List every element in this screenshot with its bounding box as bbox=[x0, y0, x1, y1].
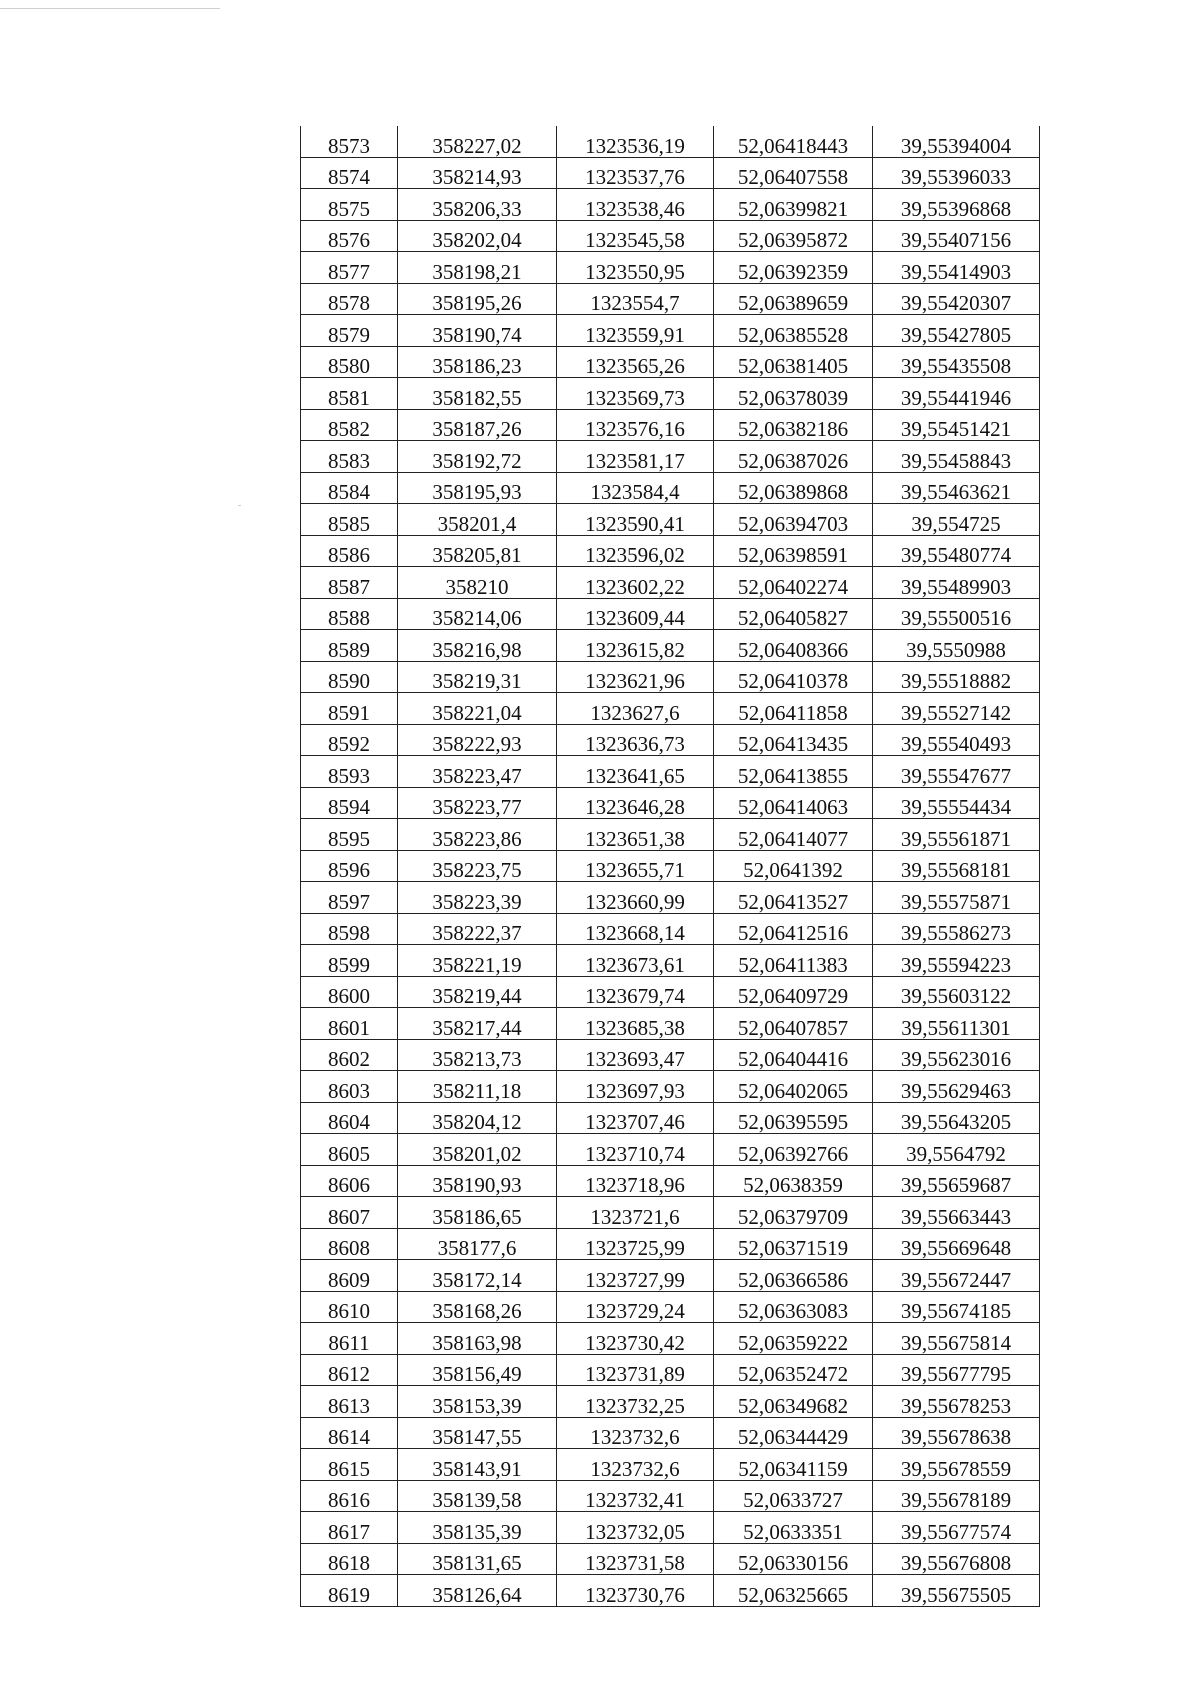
y-coordinate-cell: 1323729,24 bbox=[557, 1291, 714, 1323]
x-coordinate-cell: 358131,65 bbox=[398, 1543, 557, 1575]
x-coordinate-cell: 358213,73 bbox=[398, 1039, 557, 1071]
longitude-cell: 39,55554434 bbox=[873, 787, 1040, 819]
y-coordinate-cell: 1323731,89 bbox=[557, 1354, 714, 1386]
y-coordinate-cell: 1323646,28 bbox=[557, 787, 714, 819]
point-number-cell: 8596 bbox=[301, 850, 398, 882]
latitude-cell: 52,06330156 bbox=[714, 1543, 873, 1575]
table-row bbox=[301, 472, 1040, 504]
table-row bbox=[301, 1134, 1040, 1166]
table-row bbox=[301, 1197, 1040, 1229]
longitude-cell: 39,55594223 bbox=[873, 945, 1040, 977]
latitude-cell: 52,06418443 bbox=[714, 126, 873, 157]
x-coordinate-cell: 358177,6 bbox=[398, 1228, 557, 1260]
table-row bbox=[301, 630, 1040, 662]
table-row bbox=[301, 1386, 1040, 1418]
table-row bbox=[301, 1354, 1040, 1386]
latitude-cell: 52,0633727 bbox=[714, 1480, 873, 1512]
latitude-cell: 52,06359222 bbox=[714, 1323, 873, 1355]
y-coordinate-cell: 1323550,95 bbox=[557, 252, 714, 284]
point-number-cell: 8605 bbox=[301, 1134, 398, 1166]
x-coordinate-cell: 358195,26 bbox=[398, 283, 557, 315]
x-coordinate-cell: 358139,58 bbox=[398, 1480, 557, 1512]
y-coordinate-cell: 1323536,19 bbox=[557, 126, 714, 157]
y-coordinate-cell: 1323609,44 bbox=[557, 598, 714, 630]
table-row bbox=[301, 913, 1040, 945]
table-row bbox=[301, 126, 1040, 157]
longitude-cell: 39,554725 bbox=[873, 504, 1040, 536]
longitude-cell: 39,55527142 bbox=[873, 693, 1040, 725]
latitude-cell: 52,06413855 bbox=[714, 756, 873, 788]
y-coordinate-cell: 1323641,65 bbox=[557, 756, 714, 788]
point-number-cell: 8586 bbox=[301, 535, 398, 567]
longitude-cell: 39,55407156 bbox=[873, 220, 1040, 252]
table-row bbox=[301, 661, 1040, 693]
longitude-cell: 39,5564792 bbox=[873, 1134, 1040, 1166]
longitude-cell: 39,55676808 bbox=[873, 1543, 1040, 1575]
longitude-cell: 39,55575871 bbox=[873, 882, 1040, 914]
table-row bbox=[301, 1260, 1040, 1292]
table-row bbox=[301, 157, 1040, 189]
table-row bbox=[301, 882, 1040, 914]
x-coordinate-cell: 358221,19 bbox=[398, 945, 557, 977]
y-coordinate-cell: 1323660,99 bbox=[557, 882, 714, 914]
y-coordinate-cell: 1323710,74 bbox=[557, 1134, 714, 1166]
longitude-cell: 39,55568181 bbox=[873, 850, 1040, 882]
longitude-cell: 39,55540493 bbox=[873, 724, 1040, 756]
table-row bbox=[301, 189, 1040, 221]
latitude-cell: 52,06394703 bbox=[714, 504, 873, 536]
longitude-cell: 39,55669648 bbox=[873, 1228, 1040, 1260]
longitude-cell: 39,55675814 bbox=[873, 1323, 1040, 1355]
latitude-cell: 52,06413435 bbox=[714, 724, 873, 756]
x-coordinate-cell: 358222,93 bbox=[398, 724, 557, 756]
x-coordinate-cell: 358214,93 bbox=[398, 157, 557, 189]
point-number-cell: 8619 bbox=[301, 1575, 398, 1607]
point-number-cell: 8599 bbox=[301, 945, 398, 977]
y-coordinate-cell: 1323725,99 bbox=[557, 1228, 714, 1260]
latitude-cell: 52,06363083 bbox=[714, 1291, 873, 1323]
y-coordinate-cell: 1323636,73 bbox=[557, 724, 714, 756]
y-coordinate-cell: 1323732,05 bbox=[557, 1512, 714, 1544]
x-coordinate-cell: 358222,37 bbox=[398, 913, 557, 945]
point-number-cell: 8587 bbox=[301, 567, 398, 599]
table-row bbox=[301, 819, 1040, 851]
y-coordinate-cell: 1323559,91 bbox=[557, 315, 714, 347]
table-row bbox=[301, 1039, 1040, 1071]
y-coordinate-cell: 1323584,4 bbox=[557, 472, 714, 504]
x-coordinate-cell: 358217,44 bbox=[398, 1008, 557, 1040]
x-coordinate-cell: 358205,81 bbox=[398, 535, 557, 567]
latitude-cell: 52,06392359 bbox=[714, 252, 873, 284]
longitude-cell: 39,55420307 bbox=[873, 283, 1040, 315]
point-number-cell: 8601 bbox=[301, 1008, 398, 1040]
table-row bbox=[301, 1449, 1040, 1481]
latitude-cell: 52,06387026 bbox=[714, 441, 873, 473]
latitude-cell: 52,06412516 bbox=[714, 913, 873, 945]
point-number-cell: 8607 bbox=[301, 1197, 398, 1229]
x-coordinate-cell: 358214,06 bbox=[398, 598, 557, 630]
x-coordinate-cell: 358182,55 bbox=[398, 378, 557, 410]
table-row bbox=[301, 724, 1040, 756]
x-coordinate-cell: 358135,39 bbox=[398, 1512, 557, 1544]
latitude-cell: 52,06366586 bbox=[714, 1260, 873, 1292]
point-number-cell: 8612 bbox=[301, 1354, 398, 1386]
y-coordinate-cell: 1323673,61 bbox=[557, 945, 714, 977]
longitude-cell: 39,5550988 bbox=[873, 630, 1040, 662]
x-coordinate-cell: 358172,14 bbox=[398, 1260, 557, 1292]
longitude-cell: 39,55678638 bbox=[873, 1417, 1040, 1449]
longitude-cell: 39,55603122 bbox=[873, 976, 1040, 1008]
table-row bbox=[301, 378, 1040, 410]
y-coordinate-cell: 1323730,42 bbox=[557, 1323, 714, 1355]
x-coordinate-cell: 358126,64 bbox=[398, 1575, 557, 1607]
longitude-cell: 39,55678559 bbox=[873, 1449, 1040, 1481]
x-coordinate-cell: 358195,93 bbox=[398, 472, 557, 504]
table-row bbox=[301, 1512, 1040, 1544]
table-row bbox=[301, 945, 1040, 977]
x-coordinate-cell: 358204,12 bbox=[398, 1102, 557, 1134]
longitude-cell: 39,55678253 bbox=[873, 1386, 1040, 1418]
x-coordinate-cell: 358206,33 bbox=[398, 189, 557, 221]
point-number-cell: 8608 bbox=[301, 1228, 398, 1260]
longitude-cell: 39,55643205 bbox=[873, 1102, 1040, 1134]
longitude-cell: 39,55394004 bbox=[873, 126, 1040, 157]
latitude-cell: 52,06413527 bbox=[714, 882, 873, 914]
x-coordinate-cell: 358223,77 bbox=[398, 787, 557, 819]
longitude-cell: 39,55435508 bbox=[873, 346, 1040, 378]
longitude-cell: 39,55458843 bbox=[873, 441, 1040, 473]
y-coordinate-cell: 1323697,93 bbox=[557, 1071, 714, 1103]
y-coordinate-cell: 1323615,82 bbox=[557, 630, 714, 662]
longitude-cell: 39,55414903 bbox=[873, 252, 1040, 284]
point-number-cell: 8580 bbox=[301, 346, 398, 378]
latitude-cell: 52,0638359 bbox=[714, 1165, 873, 1197]
x-coordinate-cell: 358168,26 bbox=[398, 1291, 557, 1323]
latitude-cell: 52,06379709 bbox=[714, 1197, 873, 1229]
y-coordinate-cell: 1323581,17 bbox=[557, 441, 714, 473]
table-row bbox=[301, 1228, 1040, 1260]
latitude-cell: 52,0641392 bbox=[714, 850, 873, 882]
point-number-cell: 8573 bbox=[301, 126, 398, 157]
table-row bbox=[301, 535, 1040, 567]
point-number-cell: 8592 bbox=[301, 724, 398, 756]
point-number-cell: 8618 bbox=[301, 1543, 398, 1575]
x-coordinate-cell: 358187,26 bbox=[398, 409, 557, 441]
table-row bbox=[301, 1480, 1040, 1512]
latitude-cell: 52,06349682 bbox=[714, 1386, 873, 1418]
point-number-cell: 8606 bbox=[301, 1165, 398, 1197]
latitude-cell: 52,06395595 bbox=[714, 1102, 873, 1134]
x-coordinate-cell: 358192,72 bbox=[398, 441, 557, 473]
x-coordinate-cell: 358186,65 bbox=[398, 1197, 557, 1229]
table-row bbox=[301, 567, 1040, 599]
coordinates-table-body bbox=[301, 126, 1040, 1606]
point-number-cell: 8603 bbox=[301, 1071, 398, 1103]
table-row bbox=[301, 850, 1040, 882]
point-number-cell: 8579 bbox=[301, 315, 398, 347]
point-number-cell: 8578 bbox=[301, 283, 398, 315]
point-number-cell: 8594 bbox=[301, 787, 398, 819]
point-number-cell: 8584 bbox=[301, 472, 398, 504]
longitude-cell: 39,55629463 bbox=[873, 1071, 1040, 1103]
y-coordinate-cell: 1323732,6 bbox=[557, 1449, 714, 1481]
table-row bbox=[301, 504, 1040, 536]
x-coordinate-cell: 358186,23 bbox=[398, 346, 557, 378]
table-row bbox=[301, 976, 1040, 1008]
longitude-cell: 39,55586273 bbox=[873, 913, 1040, 945]
longitude-cell: 39,55518882 bbox=[873, 661, 1040, 693]
point-number-cell: 8577 bbox=[301, 252, 398, 284]
latitude-cell: 52,06414077 bbox=[714, 819, 873, 851]
y-coordinate-cell: 1323732,6 bbox=[557, 1417, 714, 1449]
latitude-cell: 52,06402274 bbox=[714, 567, 873, 599]
x-coordinate-cell: 358216,98 bbox=[398, 630, 557, 662]
longitude-cell: 39,55427805 bbox=[873, 315, 1040, 347]
longitude-cell: 39,55677574 bbox=[873, 1512, 1040, 1544]
longitude-cell: 39,55500516 bbox=[873, 598, 1040, 630]
y-coordinate-cell: 1323565,26 bbox=[557, 346, 714, 378]
point-number-cell: 8575 bbox=[301, 189, 398, 221]
latitude-cell: 52,06411383 bbox=[714, 945, 873, 977]
y-coordinate-cell: 1323679,74 bbox=[557, 976, 714, 1008]
x-coordinate-cell: 358147,55 bbox=[398, 1417, 557, 1449]
y-coordinate-cell: 1323731,58 bbox=[557, 1543, 714, 1575]
y-coordinate-cell: 1323732,25 bbox=[557, 1386, 714, 1418]
latitude-cell: 52,06381405 bbox=[714, 346, 873, 378]
x-coordinate-cell: 358219,44 bbox=[398, 976, 557, 1008]
latitude-cell: 52,06371519 bbox=[714, 1228, 873, 1260]
longitude-cell: 39,55561871 bbox=[873, 819, 1040, 851]
longitude-cell: 39,55489903 bbox=[873, 567, 1040, 599]
y-coordinate-cell: 1323732,41 bbox=[557, 1480, 714, 1512]
latitude-cell: 52,06407857 bbox=[714, 1008, 873, 1040]
x-coordinate-cell: 358223,47 bbox=[398, 756, 557, 788]
x-coordinate-cell: 358219,31 bbox=[398, 661, 557, 693]
latitude-cell: 52,06410378 bbox=[714, 661, 873, 693]
latitude-cell: 52,06389659 bbox=[714, 283, 873, 315]
scan-artifact-left-margin bbox=[238, 505, 241, 506]
y-coordinate-cell: 1323545,58 bbox=[557, 220, 714, 252]
y-coordinate-cell: 1323718,96 bbox=[557, 1165, 714, 1197]
scan-artifact-top-left bbox=[0, 8, 220, 9]
latitude-cell: 52,06407558 bbox=[714, 157, 873, 189]
y-coordinate-cell: 1323537,76 bbox=[557, 157, 714, 189]
longitude-cell: 39,55678189 bbox=[873, 1480, 1040, 1512]
point-number-cell: 8574 bbox=[301, 157, 398, 189]
point-number-cell: 8614 bbox=[301, 1417, 398, 1449]
table-row bbox=[301, 1543, 1040, 1575]
y-coordinate-cell: 1323538,46 bbox=[557, 189, 714, 221]
y-coordinate-cell: 1323707,46 bbox=[557, 1102, 714, 1134]
point-number-cell: 8597 bbox=[301, 882, 398, 914]
table-row bbox=[301, 756, 1040, 788]
point-number-cell: 8602 bbox=[301, 1039, 398, 1071]
point-number-cell: 8617 bbox=[301, 1512, 398, 1544]
latitude-cell: 52,06414063 bbox=[714, 787, 873, 819]
point-number-cell: 8576 bbox=[301, 220, 398, 252]
point-number-cell: 8615 bbox=[301, 1449, 398, 1481]
table-row bbox=[301, 1165, 1040, 1197]
x-coordinate-cell: 358201,4 bbox=[398, 504, 557, 536]
point-number-cell: 8610 bbox=[301, 1291, 398, 1323]
table-row bbox=[301, 598, 1040, 630]
point-number-cell: 8590 bbox=[301, 661, 398, 693]
longitude-cell: 39,55547677 bbox=[873, 756, 1040, 788]
point-number-cell: 8582 bbox=[301, 409, 398, 441]
point-number-cell: 8613 bbox=[301, 1386, 398, 1418]
latitude-cell: 52,06325665 bbox=[714, 1575, 873, 1607]
point-number-cell: 8589 bbox=[301, 630, 398, 662]
y-coordinate-cell: 1323685,38 bbox=[557, 1008, 714, 1040]
x-coordinate-cell: 358223,39 bbox=[398, 882, 557, 914]
table-row bbox=[301, 1071, 1040, 1103]
latitude-cell: 52,06411858 bbox=[714, 693, 873, 725]
latitude-cell: 52,06382186 bbox=[714, 409, 873, 441]
y-coordinate-cell: 1323727,99 bbox=[557, 1260, 714, 1292]
table-row bbox=[301, 693, 1040, 725]
y-coordinate-cell: 1323730,76 bbox=[557, 1575, 714, 1607]
point-number-cell: 8611 bbox=[301, 1323, 398, 1355]
point-number-cell: 8616 bbox=[301, 1480, 398, 1512]
latitude-cell: 52,06398591 bbox=[714, 535, 873, 567]
table-row bbox=[301, 1102, 1040, 1134]
latitude-cell: 52,06408366 bbox=[714, 630, 873, 662]
y-coordinate-cell: 1323602,22 bbox=[557, 567, 714, 599]
table-row bbox=[301, 346, 1040, 378]
x-coordinate-cell: 358156,49 bbox=[398, 1354, 557, 1386]
x-coordinate-cell: 358201,02 bbox=[398, 1134, 557, 1166]
longitude-cell: 39,55611301 bbox=[873, 1008, 1040, 1040]
x-coordinate-cell: 358223,86 bbox=[398, 819, 557, 851]
longitude-cell: 39,55659687 bbox=[873, 1165, 1040, 1197]
y-coordinate-cell: 1323721,6 bbox=[557, 1197, 714, 1229]
point-number-cell: 8583 bbox=[301, 441, 398, 473]
x-coordinate-cell: 358190,74 bbox=[398, 315, 557, 347]
y-coordinate-cell: 1323596,02 bbox=[557, 535, 714, 567]
longitude-cell: 39,55674185 bbox=[873, 1291, 1040, 1323]
x-coordinate-cell: 358143,91 bbox=[398, 1449, 557, 1481]
longitude-cell: 39,55623016 bbox=[873, 1039, 1040, 1071]
point-number-cell: 8595 bbox=[301, 819, 398, 851]
longitude-cell: 39,55675505 bbox=[873, 1575, 1040, 1607]
y-coordinate-cell: 1323693,47 bbox=[557, 1039, 714, 1071]
x-coordinate-cell: 358210 bbox=[398, 567, 557, 599]
point-number-cell: 8581 bbox=[301, 378, 398, 410]
y-coordinate-cell: 1323590,41 bbox=[557, 504, 714, 536]
latitude-cell: 52,06395872 bbox=[714, 220, 873, 252]
x-coordinate-cell: 358198,21 bbox=[398, 252, 557, 284]
longitude-cell: 39,55672447 bbox=[873, 1260, 1040, 1292]
y-coordinate-cell: 1323627,6 bbox=[557, 693, 714, 725]
latitude-cell: 52,06405827 bbox=[714, 598, 873, 630]
table-row bbox=[301, 1008, 1040, 1040]
x-coordinate-cell: 358202,04 bbox=[398, 220, 557, 252]
latitude-cell: 52,06402065 bbox=[714, 1071, 873, 1103]
y-coordinate-cell: 1323569,73 bbox=[557, 378, 714, 410]
point-number-cell: 8609 bbox=[301, 1260, 398, 1292]
y-coordinate-cell: 1323655,71 bbox=[557, 850, 714, 882]
y-coordinate-cell: 1323576,16 bbox=[557, 409, 714, 441]
coordinates-table bbox=[300, 126, 1040, 1607]
point-number-cell: 8600 bbox=[301, 976, 398, 1008]
latitude-cell: 52,06404416 bbox=[714, 1039, 873, 1071]
x-coordinate-cell: 358221,04 bbox=[398, 693, 557, 725]
x-coordinate-cell: 358211,18 bbox=[398, 1071, 557, 1103]
table-row bbox=[301, 1323, 1040, 1355]
table-row bbox=[301, 787, 1040, 819]
longitude-cell: 39,55463621 bbox=[873, 472, 1040, 504]
point-number-cell: 8604 bbox=[301, 1102, 398, 1134]
y-coordinate-cell: 1323621,96 bbox=[557, 661, 714, 693]
latitude-cell: 52,06399821 bbox=[714, 189, 873, 221]
latitude-cell: 52,0633351 bbox=[714, 1512, 873, 1544]
latitude-cell: 52,06352472 bbox=[714, 1354, 873, 1386]
longitude-cell: 39,55663443 bbox=[873, 1197, 1040, 1229]
x-coordinate-cell: 358190,93 bbox=[398, 1165, 557, 1197]
longitude-cell: 39,55396868 bbox=[873, 189, 1040, 221]
latitude-cell: 52,06344429 bbox=[714, 1417, 873, 1449]
longitude-cell: 39,55396033 bbox=[873, 157, 1040, 189]
longitude-cell: 39,55451421 bbox=[873, 409, 1040, 441]
table-row bbox=[301, 283, 1040, 315]
table-row bbox=[301, 252, 1040, 284]
y-coordinate-cell: 1323651,38 bbox=[557, 819, 714, 851]
table-row bbox=[301, 1417, 1040, 1449]
x-coordinate-cell: 358153,39 bbox=[398, 1386, 557, 1418]
point-number-cell: 8588 bbox=[301, 598, 398, 630]
longitude-cell: 39,55677795 bbox=[873, 1354, 1040, 1386]
table-row bbox=[301, 1575, 1040, 1607]
x-coordinate-cell: 358227,02 bbox=[398, 126, 557, 157]
latitude-cell: 52,06378039 bbox=[714, 378, 873, 410]
y-coordinate-cell: 1323668,14 bbox=[557, 913, 714, 945]
y-coordinate-cell: 1323554,7 bbox=[557, 283, 714, 315]
point-number-cell: 8598 bbox=[301, 913, 398, 945]
x-coordinate-cell: 358163,98 bbox=[398, 1323, 557, 1355]
latitude-cell: 52,06409729 bbox=[714, 976, 873, 1008]
table-row bbox=[301, 220, 1040, 252]
table-row bbox=[301, 315, 1040, 347]
latitude-cell: 52,06392766 bbox=[714, 1134, 873, 1166]
latitude-cell: 52,06385528 bbox=[714, 315, 873, 347]
table-row bbox=[301, 441, 1040, 473]
table-row bbox=[301, 1291, 1040, 1323]
longitude-cell: 39,55480774 bbox=[873, 535, 1040, 567]
point-number-cell: 8593 bbox=[301, 756, 398, 788]
latitude-cell: 52,06341159 bbox=[714, 1449, 873, 1481]
table-row bbox=[301, 409, 1040, 441]
point-number-cell: 8591 bbox=[301, 693, 398, 725]
latitude-cell: 52,06389868 bbox=[714, 472, 873, 504]
point-number-cell: 8585 bbox=[301, 504, 398, 536]
longitude-cell: 39,55441946 bbox=[873, 378, 1040, 410]
x-coordinate-cell: 358223,75 bbox=[398, 850, 557, 882]
